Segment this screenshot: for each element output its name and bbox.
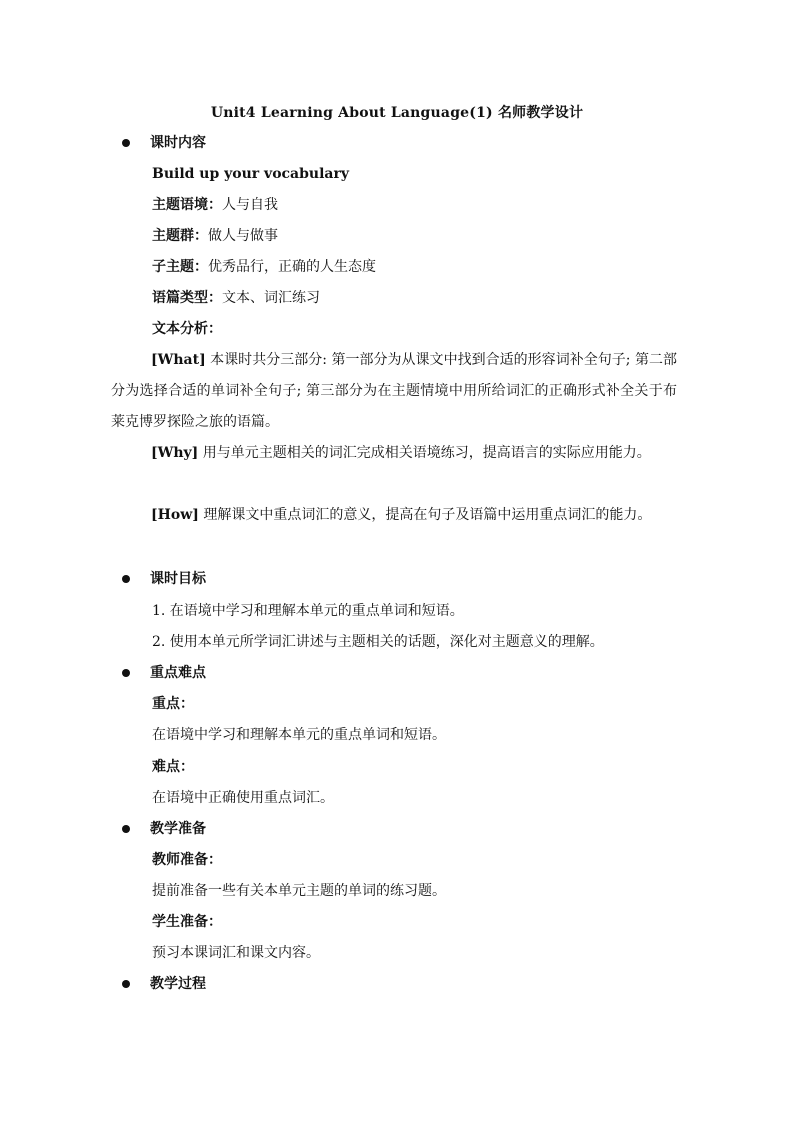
theme-group-value: 做人与做事 xyxy=(208,228,278,244)
why-paragraph xyxy=(111,438,677,469)
how-paragraph xyxy=(111,500,677,531)
teacher-prep-label: 教师准备： xyxy=(152,852,222,868)
section-heading-key-points: 重点难点 xyxy=(150,665,206,681)
subtheme-value: 优秀品行，正确的人生态度 xyxy=(208,259,376,275)
what-paragraph xyxy=(111,345,677,438)
bullet-icon xyxy=(122,575,130,583)
objective-item: 1. 在语境中学习和理解本单元的重点单词和短语。 xyxy=(152,603,464,619)
why-tag: [Why] xyxy=(151,445,199,461)
theme-context-label: 主题语境： xyxy=(152,197,222,213)
text-type xyxy=(152,288,320,308)
subtheme xyxy=(152,257,376,277)
student-prep-label: 学生准备： xyxy=(152,914,222,930)
bullet-icon xyxy=(122,139,130,147)
section-heading-process: 教学过程 xyxy=(150,976,206,992)
theme-group xyxy=(152,226,278,246)
difficult-point-text: 在语境中正确使用重点词汇。 xyxy=(152,790,334,806)
key-point-label: 重点： xyxy=(152,696,194,712)
theme-context xyxy=(152,195,278,215)
theme-context-value: 人与自我 xyxy=(222,197,278,213)
bullet-icon xyxy=(122,825,130,833)
objective-item: 2. 使用本单元所学词汇讲述与主题相关的话题，深化对主题意义的理解。 xyxy=(152,634,604,650)
teacher-prep-text: 提前准备一些有关本单元主题的单词的练习题。 xyxy=(152,883,446,899)
section-heading-objectives: 课时目标 xyxy=(150,571,206,587)
what-text: 本课时共分三部分: 第一部分为从课文中找到合适的形容词补全句子; 第二部分为选择合适的单词补全句子; 第三部分为在主题情境中用所给词汇的正确形式补全关于布莱克博罗探险之旅的语篇。 xyxy=(111,352,677,430)
student-prep-text: 预习本课词汇和课文内容。 xyxy=(152,945,320,961)
lesson-subtitle: Build up your vocabulary xyxy=(152,166,349,182)
section-heading-content: 课时内容 xyxy=(150,135,206,151)
why-text: 用与单元主题相关的词汇完成相关语境练习，提高语言的实际应用能力。 xyxy=(198,445,651,461)
what-tag: [What] xyxy=(151,352,206,368)
subtheme-label: 子主题： xyxy=(152,259,208,275)
theme-group-label: 主题群： xyxy=(152,228,208,244)
bullet-icon xyxy=(122,980,130,988)
section-heading-preparation: 教学准备 xyxy=(150,821,206,837)
bullet-icon xyxy=(122,669,130,677)
text-type-value: 文本、词汇练习 xyxy=(222,290,320,306)
text-type-label: 语篇类型： xyxy=(152,290,222,306)
key-point-text: 在语境中学习和理解本单元的重点单词和短语。 xyxy=(152,727,446,743)
how-text: 理解课文中重点词汇的意义，提高在句子及语篇中运用重点词汇的能力。 xyxy=(198,507,652,523)
text-analysis-label: 文本分析： xyxy=(152,321,222,337)
document-title: Unit4 Learning About Language(1) 名师教学设计 xyxy=(210,105,584,121)
difficult-point-label: 难点： xyxy=(152,759,194,775)
how-tag: [How] xyxy=(151,507,199,523)
